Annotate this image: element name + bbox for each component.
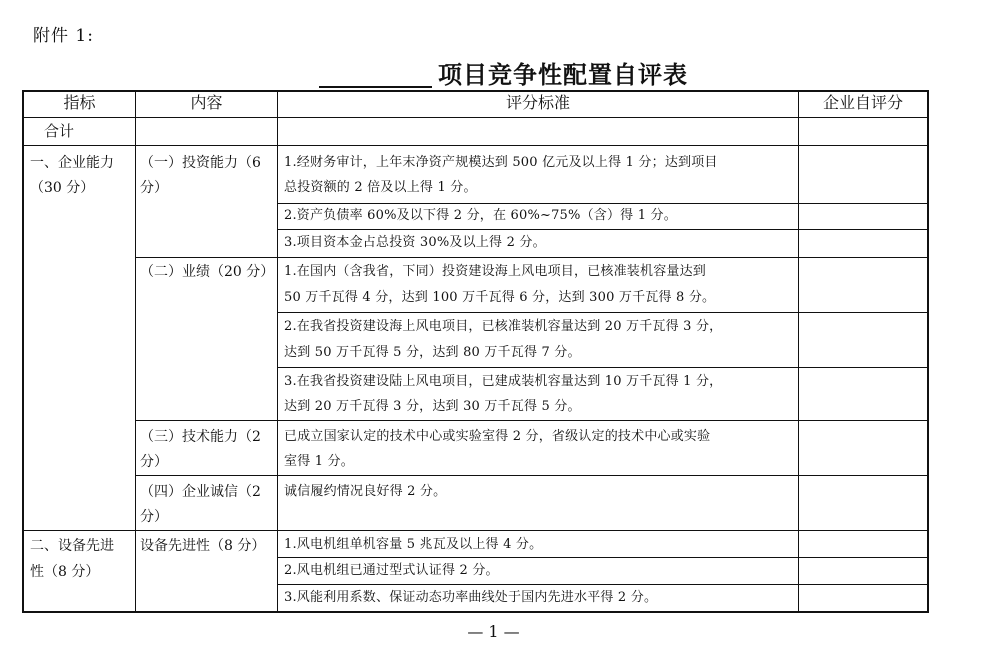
item2-criterion2-line2: 达到 50 万千瓦得 5 分，达到 80 万千瓦得 7 分。 bbox=[284, 345, 581, 360]
page-number: — 1 — bbox=[467, 622, 520, 641]
row-line-item2 bbox=[135, 420, 929, 421]
row-line-item1 bbox=[135, 257, 929, 258]
item1-criterion2-line1: 2.资产负债率 60%及以下得 2 分，在 60%~75%（含）得 1 分。 bbox=[284, 208, 677, 223]
attachment-label: 附件 1: bbox=[33, 26, 94, 46]
item4-criterion1-line1: 诚信履约情况良好得 2 分。 bbox=[284, 484, 447, 499]
table-border-left bbox=[22, 90, 24, 613]
item5-criterion2-line1: 2.风电机组已通过型式认证得 2 分。 bbox=[284, 563, 499, 578]
row-line-s1c2 bbox=[277, 229, 929, 230]
item2-criterion3-line2: 达到 20 万千瓦得 3 分，达到 30 万千瓦得 5 分。 bbox=[284, 399, 581, 414]
row-line-item3 bbox=[135, 475, 929, 476]
row-line-header bbox=[22, 117, 929, 118]
item4-content-line2: 分） bbox=[140, 509, 168, 525]
item1-content-line1: （一）投资能力（6 bbox=[140, 155, 261, 171]
row-line-s2c2 bbox=[277, 367, 929, 368]
table-border-bottom bbox=[22, 611, 929, 613]
row-line-s3c1 bbox=[277, 557, 929, 558]
item3-criterion1-line1: 已成立国家认定的技术中心或实验室得 2 分，省级认定的技术中心或实验 bbox=[284, 429, 711, 444]
section2-name-line2: 性（8 分） bbox=[30, 564, 100, 580]
item3-content-line1: （三）技术能力（2 bbox=[140, 429, 261, 445]
header-criteria: 评分标准 bbox=[505, 93, 570, 112]
row-line-s3c2 bbox=[277, 584, 929, 585]
item2-criterion2-line1: 2.在我省投资建设海上风电项目，已核准装机容量达到 20 万千瓦得 3 分， bbox=[284, 319, 723, 334]
total-label: 合计 bbox=[44, 122, 75, 140]
table-border-right bbox=[927, 90, 929, 613]
row-line-section1 bbox=[22, 530, 929, 531]
col-divider-2 bbox=[277, 90, 278, 613]
page-title: 项目竞争性配置自评表 bbox=[438, 60, 688, 89]
row-line-total bbox=[22, 145, 929, 146]
header-self-score: 企业自评分 bbox=[822, 93, 903, 112]
item2-content-line1: （二）业绩（20 分） bbox=[140, 264, 275, 280]
item3-criterion1-line2: 室得 1 分。 bbox=[284, 454, 354, 469]
section1-name-line1: 一、企业能力 bbox=[30, 155, 114, 171]
header-content: 内容 bbox=[190, 93, 223, 112]
header-indicator: 指标 bbox=[63, 93, 96, 112]
item1-criterion1-line2: 总投资额的 2 倍及以上得 1 分。 bbox=[284, 180, 477, 195]
item1-criterion3-line1: 3.项目资本金占总投资 30%及以上得 2 分。 bbox=[284, 235, 546, 250]
title-blank-underline bbox=[319, 86, 432, 88]
item5-criterion3-line1: 3.风能利用系数、保证动态功率曲线处于国内先进水平得 2 分。 bbox=[284, 590, 658, 605]
item2-criterion1-line2: 50 万千瓦得 4 分，达到 100 万千瓦得 6 分，达到 300 万千瓦得 8 分。 bbox=[284, 290, 716, 305]
item1-content-line2: 分） bbox=[140, 180, 168, 196]
col-divider-1 bbox=[135, 90, 136, 613]
item5-content-line1: 设备先进性（8 分） bbox=[140, 538, 266, 554]
row-line-s2c1 bbox=[277, 312, 929, 313]
section1-name-line2: （30 分） bbox=[30, 180, 95, 196]
item2-criterion3-line1: 3.在我省投资建设陆上风电项目，已建成装机容量达到 10 万千瓦得 1 分， bbox=[284, 374, 723, 389]
item5-criterion1-line1: 1.风电机组单机容量 5 兆瓦及以上得 4 分。 bbox=[284, 537, 543, 552]
section2-name-line1: 二、设备先进 bbox=[30, 538, 114, 554]
item3-content-line2: 分） bbox=[140, 454, 168, 470]
col-divider-3 bbox=[798, 90, 799, 613]
item1-criterion1-line1: 1.经财务审计，上年末净资产规模达到 500 亿元及以上得 1 分；达到项目 bbox=[284, 155, 718, 170]
item4-content-line1: （四）企业诚信（2 bbox=[140, 484, 261, 500]
self-evaluation-table bbox=[22, 90, 929, 613]
item2-criterion1-line1: 1.在国内（含我省，下同）投资建设海上风电项目，已核准装机容量达到 bbox=[284, 264, 707, 279]
